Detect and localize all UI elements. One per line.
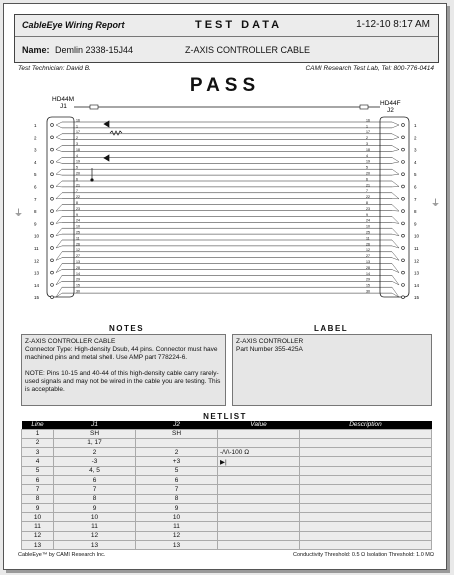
netlist-cell xyxy=(300,513,432,522)
right-wire-pin: 17 xyxy=(366,130,370,135)
right-wire-pin: 13 xyxy=(366,260,370,264)
netlist-cell: 2 xyxy=(136,448,218,457)
col-value: Value xyxy=(218,421,300,429)
netlist-cell: 9 xyxy=(22,503,54,512)
netlist-cell: 1, 17 xyxy=(54,438,136,447)
left-wire-pin: 24 xyxy=(76,218,80,223)
header-row-top xyxy=(15,15,438,37)
left-wire-pin: 26 xyxy=(76,242,80,247)
left-pin xyxy=(51,271,54,274)
netlist-cell xyxy=(300,541,432,550)
left-pin xyxy=(51,234,54,237)
ground-icon-right: ⏚ xyxy=(431,198,441,208)
netlist-cell xyxy=(218,513,300,522)
left-pin-number: 1 xyxy=(34,123,37,128)
test-technician: Test Technician: David B. xyxy=(18,65,91,72)
netlist-row xyxy=(22,429,432,438)
left-connector-shell xyxy=(47,117,74,297)
right-pin xyxy=(402,222,405,225)
netlist-cell: -3 xyxy=(54,457,136,466)
report-header xyxy=(14,14,439,63)
label-title: LABEL xyxy=(314,324,349,333)
label-line-1: Z-AXIS CONTROLLER xyxy=(236,338,304,345)
left-wire-pin: 9 xyxy=(76,212,78,217)
netlist-body xyxy=(22,429,432,550)
netlist-cell: +3 xyxy=(136,457,218,466)
right-pin xyxy=(402,161,405,164)
right-wire-pin: 2 xyxy=(366,136,368,141)
cable-name: Z-AXIS CONTROLLER CABLE xyxy=(185,45,311,55)
netlist-cell xyxy=(218,503,300,512)
netlist-cell: 2 xyxy=(54,448,136,457)
left-pin-number: 9 xyxy=(34,221,37,227)
netlist-cell xyxy=(300,448,432,457)
netlist-row xyxy=(22,541,432,550)
left-wire-pin: 10 xyxy=(76,224,80,229)
test-datetime: 1-12-10 8:17 AM xyxy=(356,19,430,30)
netlist-cell xyxy=(218,485,300,494)
right-wire-pin: 23 xyxy=(366,206,370,211)
netlist-cell: 4 xyxy=(22,457,54,466)
netlist-cell: 10 xyxy=(54,513,136,522)
right-wire-pin: 19 xyxy=(366,159,370,164)
left-pin xyxy=(51,136,54,139)
right-connector-type: HD44F xyxy=(380,100,401,107)
right-pin xyxy=(402,197,405,200)
left-wire-pin: 15 xyxy=(76,283,80,288)
netlist-cell xyxy=(300,438,432,447)
netlist-cell: 9 xyxy=(136,503,218,512)
right-pin xyxy=(402,271,405,274)
left-pin xyxy=(51,173,54,176)
report-page xyxy=(3,3,447,570)
netlist-cell xyxy=(300,429,432,438)
left-wire-pin: 28 xyxy=(76,265,80,270)
netlist-row xyxy=(22,448,432,457)
netlist-cell: SH xyxy=(136,429,218,438)
netlist-cell: 11 xyxy=(54,522,136,531)
notes-note: NOTE: Pins 10-15 and 40-44 of this high-density cable carry rarely-used signals and may not be wired in the cable you are testing. This is acceptable. xyxy=(25,370,221,393)
netlist-cell: 7 xyxy=(136,485,218,494)
netlist-cell: 11 xyxy=(136,522,218,531)
netlist-title: NETLIST xyxy=(203,412,247,421)
right-pin-number: 4 xyxy=(414,159,417,165)
left-wire-pin: 19 xyxy=(76,159,80,164)
netlist-row xyxy=(22,466,432,475)
left-pin-number: 4 xyxy=(34,159,37,165)
netlist-cell xyxy=(218,531,300,540)
netlist-cell: 13 xyxy=(54,541,136,550)
netlist-cell: 3 xyxy=(22,448,54,457)
netlist-cell xyxy=(218,541,300,550)
wire-group xyxy=(34,118,420,300)
name-label: Name: xyxy=(22,45,50,55)
right-pin-number: 11 xyxy=(414,246,419,251)
right-wire-pin: 25 xyxy=(366,230,370,235)
netlist-row xyxy=(22,475,432,484)
netlist-cell: 6 xyxy=(136,475,218,484)
netlist-cell: 8 xyxy=(54,494,136,503)
netlist-header-row xyxy=(22,421,432,429)
netlist-row xyxy=(22,494,432,503)
notes-box xyxy=(21,334,226,406)
netlist-cell: 11 xyxy=(22,522,54,531)
netlist-cell: 7 xyxy=(22,485,54,494)
right-wire-pin: 28 xyxy=(366,265,370,270)
netlist-cell: SH xyxy=(54,429,136,438)
right-pin xyxy=(402,124,405,127)
left-wire-pin: 23 xyxy=(76,206,80,211)
netlist-cell xyxy=(218,438,300,447)
netlist-cell: 2 xyxy=(22,438,54,447)
netlist-table xyxy=(21,421,432,550)
page-title: TEST DATA xyxy=(195,19,283,31)
left-wire-pin: 7 xyxy=(76,189,78,194)
netlist-cell xyxy=(300,522,432,531)
netlist-cell xyxy=(300,485,432,494)
right-pin xyxy=(402,234,405,237)
netlist-cell xyxy=(218,494,300,503)
netlist-cell xyxy=(300,475,432,484)
notes-line-1: Z-AXIS CONTROLLER CABLE xyxy=(25,338,116,345)
right-wire-pin: 20 xyxy=(366,171,370,176)
right-pin-number: 1 xyxy=(414,123,417,128)
right-wire-pin: 22 xyxy=(366,195,370,200)
left-pin xyxy=(51,185,54,188)
test-lab: CAMI Research Test Lab, Tel: 800-776-0414 xyxy=(305,65,434,72)
left-pin-number: 5 xyxy=(34,172,37,178)
right-wire-pin: 3 xyxy=(366,142,368,146)
netlist-row xyxy=(22,531,432,540)
col-description: Description xyxy=(300,421,432,429)
netlist-cell xyxy=(136,438,218,447)
netlist-cell: 8 xyxy=(136,494,218,503)
left-pin-number: 13 xyxy=(34,270,40,276)
right-wire-pin: 14 xyxy=(366,271,370,276)
right-wire-pin: 16 xyxy=(366,118,370,123)
right-pin-number: 5 xyxy=(414,172,417,178)
test-result: PASS xyxy=(189,75,261,96)
netlist-cell xyxy=(300,531,432,540)
netlist-cell: 13 xyxy=(22,541,54,550)
right-wire-pin: 15 xyxy=(366,283,370,288)
right-wire-pin: 30 xyxy=(366,289,370,294)
netlist-row xyxy=(22,513,432,522)
right-pin xyxy=(402,259,405,262)
left-pin xyxy=(51,284,54,287)
left-wire-pin: 13 xyxy=(76,260,80,264)
right-pin xyxy=(402,136,405,139)
left-pin-number: 2 xyxy=(34,135,37,141)
left-wire-pin: 21 xyxy=(76,183,80,188)
right-pin xyxy=(402,247,405,250)
left-pin xyxy=(51,197,54,200)
right-wire-pin: 26 xyxy=(366,242,370,247)
left-wire-pin: 5 xyxy=(76,165,78,170)
netlist-cell xyxy=(300,494,432,503)
netlist-cell: 12 xyxy=(136,531,218,540)
netlist-cell: 6 xyxy=(54,475,136,484)
right-pin-number: 2 xyxy=(414,135,417,141)
col-j2: J2 xyxy=(136,421,218,429)
netlist-cell xyxy=(300,503,432,512)
left-pin xyxy=(51,259,54,262)
ground-icon-left: ⏚ xyxy=(14,208,24,218)
left-pin-number: 8 xyxy=(34,209,37,215)
left-pin-number: 11 xyxy=(34,246,39,251)
right-wire-pin: 9 xyxy=(366,212,368,217)
right-pin-number: 3 xyxy=(414,147,417,153)
netlist-cell xyxy=(300,466,432,475)
netlist-row xyxy=(22,485,432,494)
right-pin xyxy=(402,296,405,299)
left-wire-pin: 6 xyxy=(76,177,78,182)
left-pin-number: 7 xyxy=(34,196,37,202)
right-wire-pin: 27 xyxy=(366,254,370,259)
footer-brand: CableEye™ by CAMI Research Inc. xyxy=(18,552,106,558)
report-title: CableEye Wiring Report xyxy=(22,20,125,30)
right-wire-pin: 18 xyxy=(366,147,370,152)
notes-line-2: Connector Type: High-density Dsub, 44 pins. Connector must have machined pins and metal shell. Use AMP part 778224-6. xyxy=(25,346,218,361)
footer-thresholds: Conductivity Threshold: 0.5 Ω Isolation Threshold: 1.0 MΩ xyxy=(292,552,434,558)
netlist-cell: 7 xyxy=(54,485,136,494)
left-pin-number: 10 xyxy=(34,233,40,239)
left-pin-number: 3 xyxy=(34,147,37,153)
right-pin-number: 10 xyxy=(414,233,420,239)
right-wire-pin: 11 xyxy=(366,236,370,241)
right-pin xyxy=(402,148,405,151)
left-wire-pin: 1 xyxy=(76,124,78,129)
left-wire-pin: 20 xyxy=(76,171,80,176)
right-wire-pin: 21 xyxy=(366,183,370,188)
left-pin-number: 14 xyxy=(34,282,40,288)
right-wire-pin: 4 xyxy=(366,153,368,158)
left-wire-pin: 27 xyxy=(76,254,80,259)
left-pin xyxy=(51,222,54,225)
right-pin-number: 9 xyxy=(414,221,417,227)
name-value: Demlin 2338-15J44 xyxy=(55,45,134,55)
netlist-row xyxy=(22,503,432,512)
netlist-cell xyxy=(300,457,432,466)
left-connector-type: HD44M xyxy=(52,96,75,103)
left-pin xyxy=(51,161,54,164)
netlist-cell: 6 xyxy=(22,475,54,484)
left-wire-pin: 22 xyxy=(76,195,80,200)
netlist-cell: 12 xyxy=(22,531,54,540)
right-pin-number: 7 xyxy=(414,196,417,202)
right-wire-pin: 1 xyxy=(366,124,368,129)
netlist-cell: 8 xyxy=(22,494,54,503)
right-wire-pin: 12 xyxy=(366,248,370,253)
left-pin xyxy=(51,247,54,250)
netlist-row xyxy=(22,522,432,531)
netlist-cell: 4, 5 xyxy=(54,466,136,475)
right-pin-number: 15 xyxy=(414,295,420,301)
right-pin-number: 13 xyxy=(414,270,420,276)
left-wire-pin: 12 xyxy=(76,248,80,253)
left-wire-pin: 14 xyxy=(76,271,80,276)
right-wire-pin: 8 xyxy=(366,201,368,205)
netlist-cell xyxy=(218,429,300,438)
left-pin xyxy=(51,148,54,151)
left-pin-number: 12 xyxy=(34,258,40,264)
right-pin-number: 12 xyxy=(414,258,420,264)
right-wire-pin: 7 xyxy=(366,189,368,194)
left-wire-pin: 25 xyxy=(76,230,80,235)
left-wire-pin: 17 xyxy=(76,130,80,135)
notes-title: NOTES xyxy=(109,324,145,333)
netlist-cell xyxy=(218,466,300,475)
shield-marker-left xyxy=(90,105,98,109)
left-pin-number: 6 xyxy=(34,184,37,190)
right-wire-pin: 24 xyxy=(366,218,370,223)
netlist-cell: ▶| xyxy=(218,457,300,466)
netlist-cell: 13 xyxy=(136,541,218,550)
netlist-cell: 5 xyxy=(22,466,54,475)
label-line-2: Part Number 355-425A xyxy=(236,346,303,353)
left-wire-pin: 2 xyxy=(76,136,78,141)
right-pin xyxy=(402,185,405,188)
left-connector-id: J1 xyxy=(60,103,67,110)
resistor-icon xyxy=(110,131,122,135)
right-pin xyxy=(402,173,405,176)
right-wire-pin: 5 xyxy=(366,165,368,170)
header-row-bottom xyxy=(15,38,438,63)
right-pin xyxy=(402,210,405,213)
col-line: Line xyxy=(22,421,54,429)
netlist-cell: 10 xyxy=(136,513,218,522)
right-wire-pin: 29 xyxy=(366,277,370,282)
netlist-cell: 5 xyxy=(136,466,218,475)
netlist-cell: -/\/\-100 Ω xyxy=(218,448,300,457)
netlist-cell: 12 xyxy=(54,531,136,540)
left-pin xyxy=(51,124,54,127)
right-pin-number: 6 xyxy=(414,184,417,190)
right-pin-number: 8 xyxy=(414,209,417,215)
col-j1: J1 xyxy=(54,421,136,429)
netlist-row xyxy=(22,457,432,466)
label-box xyxy=(232,334,432,406)
left-pin-number: 15 xyxy=(34,295,40,301)
left-pin xyxy=(51,210,54,213)
right-wire-pin: 6 xyxy=(366,177,368,182)
right-wire-pin: 10 xyxy=(366,224,370,229)
left-wire-pin: 4 xyxy=(76,153,78,158)
netlist-row xyxy=(22,438,432,447)
shield-marker-right xyxy=(360,105,368,109)
diode-icon-2 xyxy=(104,155,109,161)
netlist-cell: 9 xyxy=(54,503,136,512)
left-wire-pin: 16 xyxy=(76,118,80,123)
left-wire-pin: 11 xyxy=(76,236,80,241)
left-pin xyxy=(51,296,54,299)
left-wire-pin: 8 xyxy=(76,201,78,205)
netlist-cell xyxy=(218,475,300,484)
left-wire-pin: 29 xyxy=(76,277,80,282)
left-wire-pin: 30 xyxy=(76,289,80,294)
right-pin-number: 14 xyxy=(414,282,420,288)
wiring-diagram xyxy=(12,92,442,318)
right-connector-id: J2 xyxy=(387,107,394,114)
left-wire-pin: 18 xyxy=(76,147,80,152)
netlist-cell: 1 xyxy=(22,429,54,438)
netlist-cell: 10 xyxy=(22,513,54,522)
left-wire-pin: 3 xyxy=(76,142,78,146)
netlist-cell xyxy=(218,522,300,531)
right-pin xyxy=(402,284,405,287)
